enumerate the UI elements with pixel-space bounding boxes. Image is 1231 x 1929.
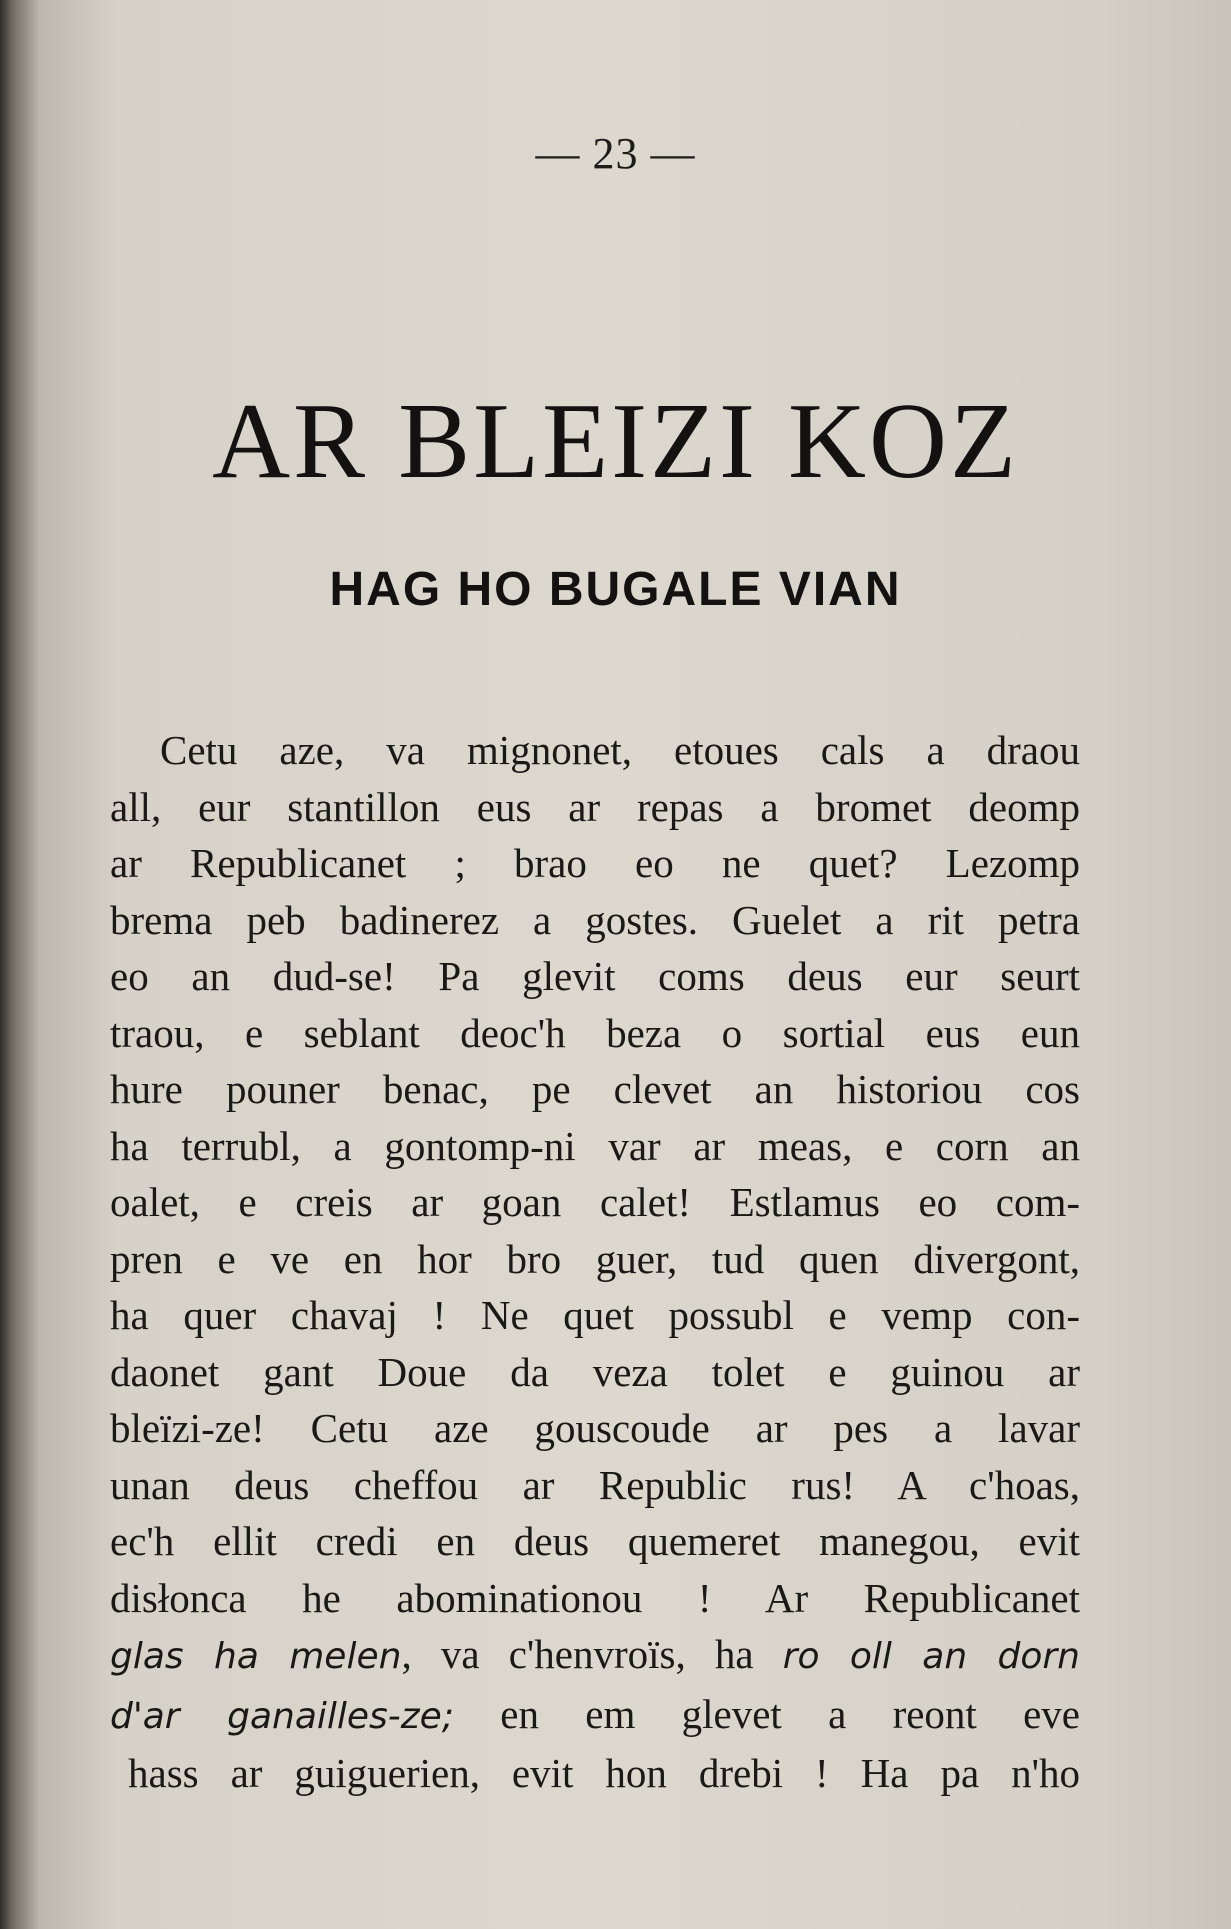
text-line (110, 1061, 1080, 1118)
text-line (110, 1457, 1080, 1514)
chapter-title: AR BLEIZI KOZ (212, 382, 1019, 501)
body-text (110, 722, 1080, 1802)
text-run: bleïzi-ze! Cetu aze gouscoude ar pes a lavar (110, 1405, 1080, 1451)
text-line (110, 1686, 1080, 1746)
text-run: en em glevet a reont eve (453, 1690, 1080, 1737)
text-run: Cetu aze, va mignonet, etoues cals a draou (160, 727, 1080, 773)
text-run: daonet gant Doue da veza tolet e guinou ar (110, 1348, 1080, 1395)
text-line (110, 1231, 1080, 1288)
text-run: ec'h ellit credi en deus quemeret manegou, evit (110, 1518, 1080, 1564)
text-run: traou, e seblant deoc'h beza o sortial eus eun (110, 1009, 1080, 1056)
text-run: ar Republicanet ; brao eo ne quet? Lezomp (110, 840, 1080, 886)
text-line (110, 1174, 1080, 1231)
text-line (110, 722, 1080, 779)
page-number: — 23 — (535, 129, 696, 178)
text-run: pren e ve en hor bro guer, tud quen divergont, (110, 1235, 1080, 1282)
text-run: eo an dud-se! Pa glevit coms deus eur seurt (110, 953, 1080, 999)
text-run: ha terrubl, a gontomp-ni var ar meas, e corn an (110, 1122, 1080, 1169)
text-line (110, 1745, 1080, 1802)
text-line (110, 1005, 1080, 1062)
text-line (110, 892, 1080, 949)
text-line (110, 1287, 1080, 1344)
italic-text: glas ha melen (110, 1636, 402, 1677)
text-line (110, 835, 1080, 892)
text-line (110, 1400, 1080, 1457)
text-line (110, 1626, 1080, 1686)
text-line (110, 1570, 1080, 1627)
text-run: oalet, e creis ar goan calet! Estlamus eo com- (110, 1179, 1080, 1225)
text-line (110, 1344, 1080, 1401)
italic-text: ro oll an dorn (782, 1636, 1080, 1677)
text-line (110, 779, 1080, 836)
text-run: disłonca he abominationou ! Ar Republicanet (110, 1574, 1080, 1621)
chapter-subtitle: HAG HO BUGALE VIAN (329, 563, 902, 616)
text-run: unan deus cheffou ar Republic rus! A c'hoas, (110, 1461, 1080, 1508)
text-run: ha quer chavaj ! Ne quet possubl e vemp con- (110, 1292, 1080, 1338)
italic-text: d'ar ganailles-ze; (110, 1695, 454, 1737)
text-line (110, 948, 1080, 1005)
text-run: , va c'henvroïs, ha (401, 1631, 783, 1677)
text-run: brema peb badinerez a gostes. Guelet a rit petra (110, 896, 1080, 943)
text-run: all, eur stantillon eus ar repas a bromet deomp (110, 783, 1080, 830)
text-line (110, 1513, 1080, 1570)
text-line (110, 1118, 1080, 1175)
text-run: hass ar guiguerien, evit hon drebi ! Ha pa n'ho (128, 1750, 1080, 1796)
text-run: hure pouner benac, pe clevet an historiou cos (110, 1066, 1080, 1112)
